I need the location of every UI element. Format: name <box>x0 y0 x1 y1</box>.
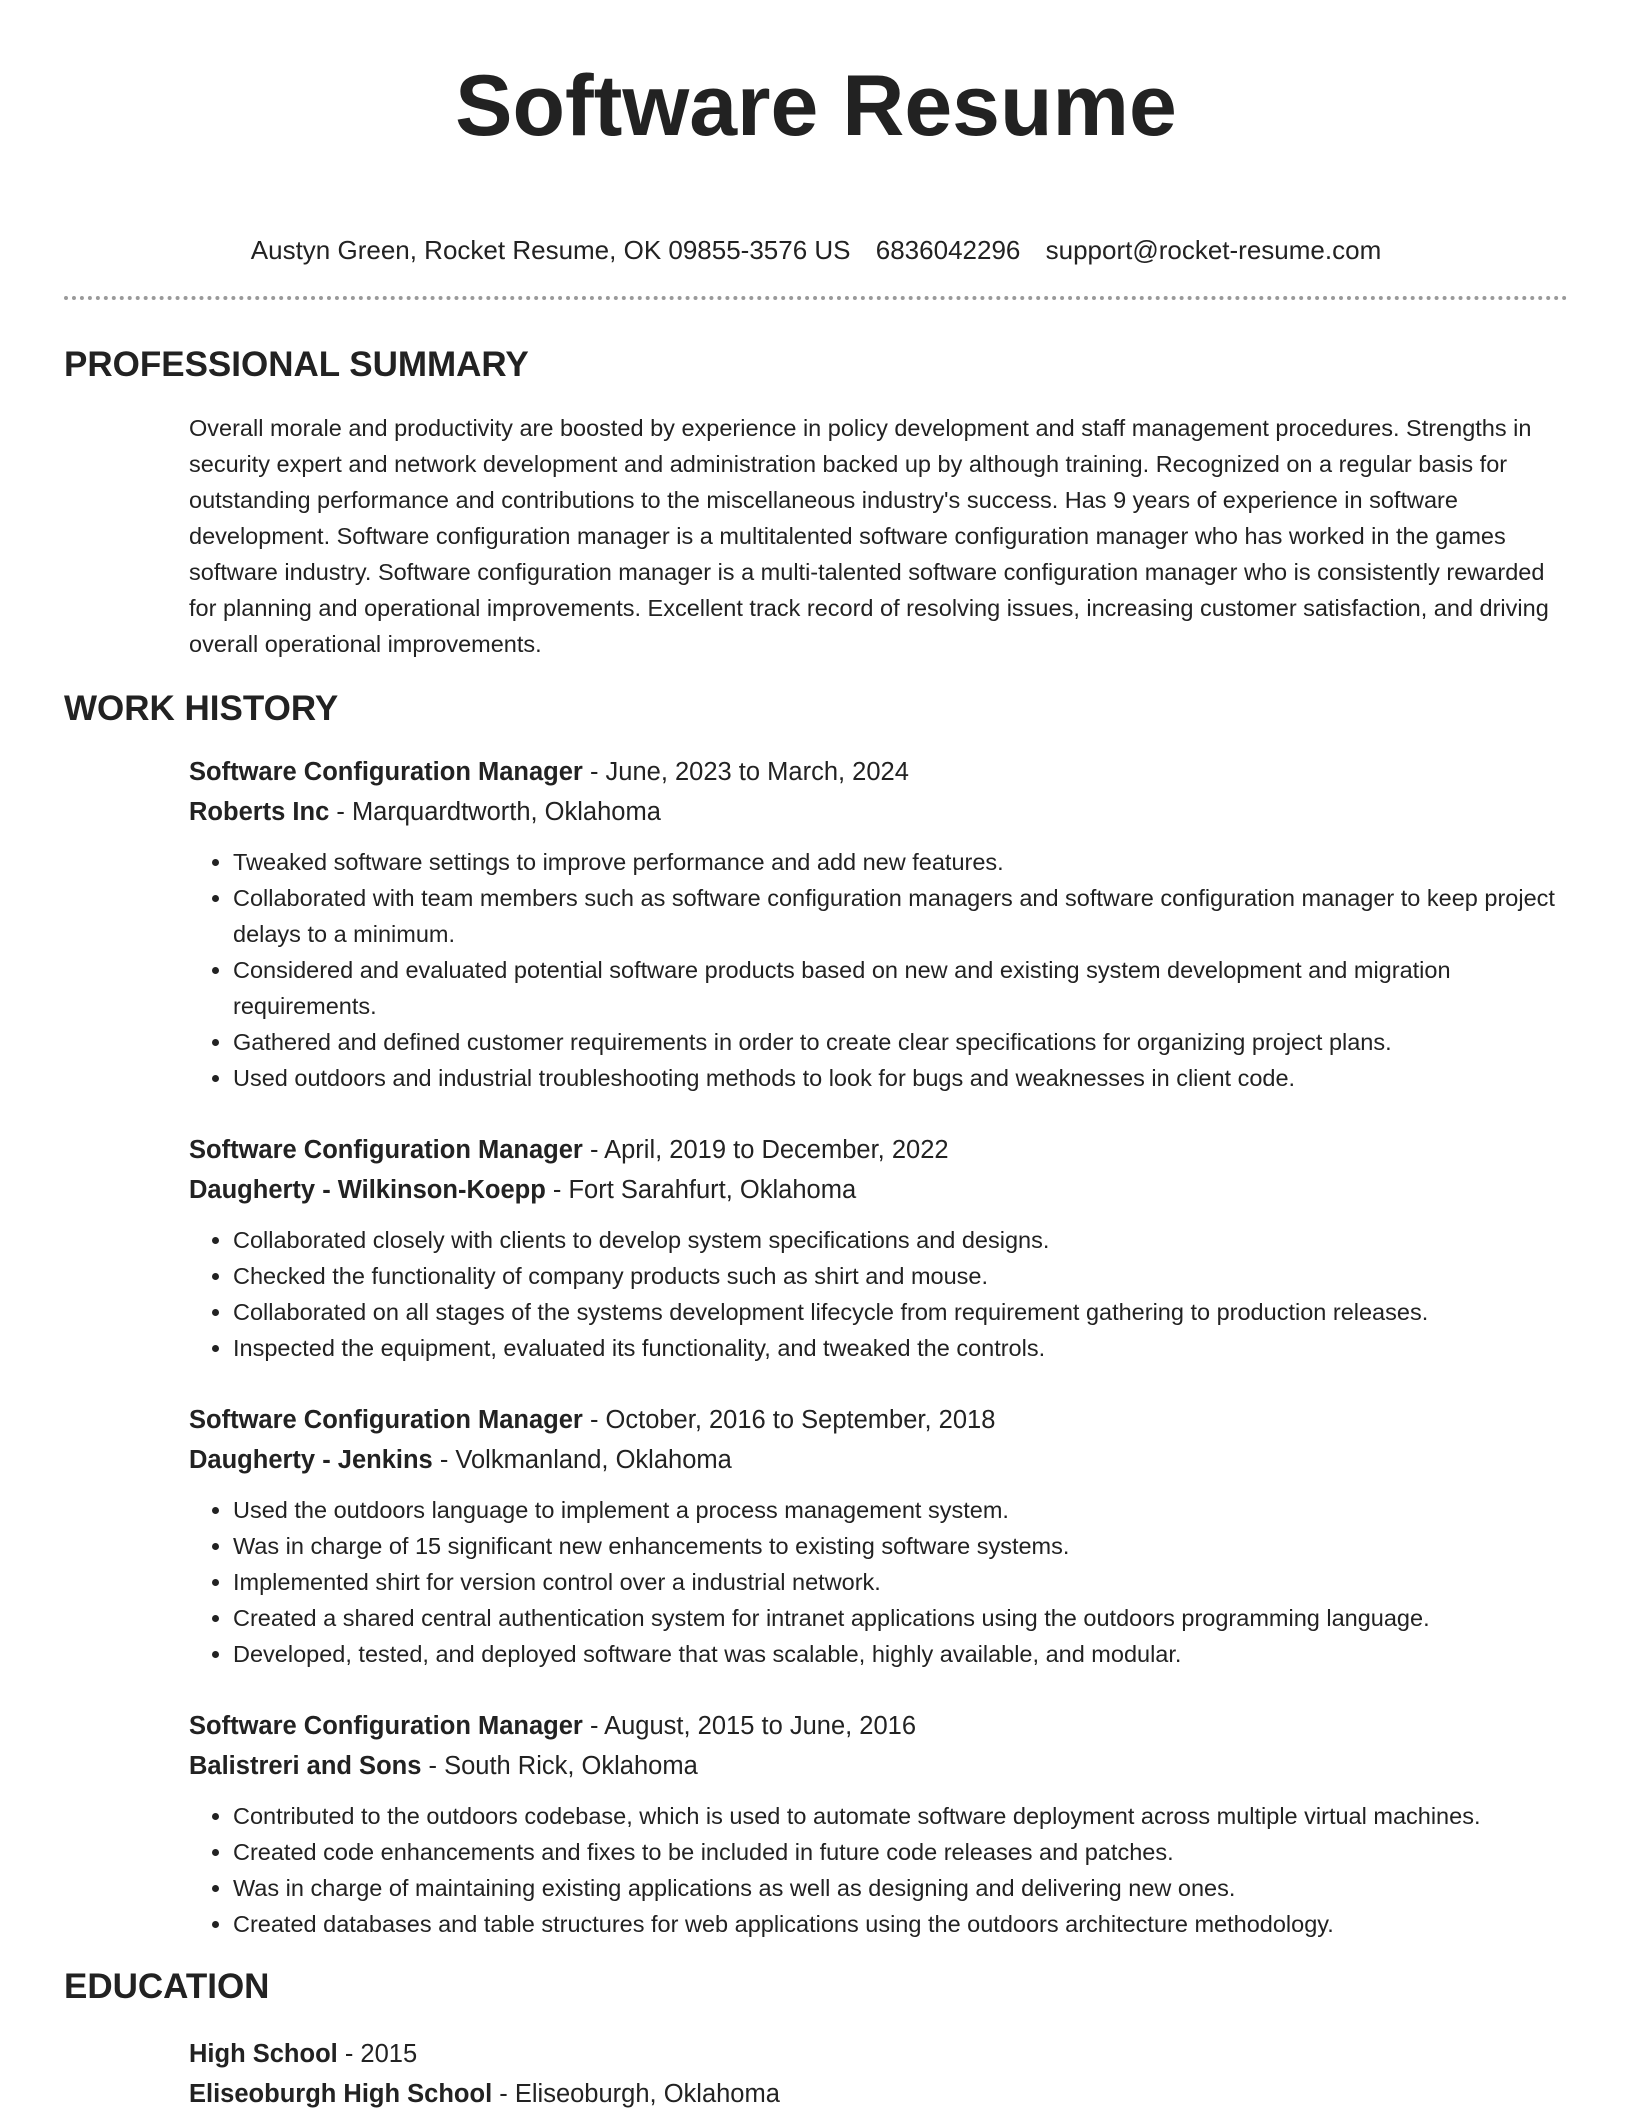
education-school-line <box>189 2074 1568 2114</box>
summary-text: Overall morale and productivity are boosted by experience in policy development and staff management procedures. Strengths in security expert and network development and administration backed up by although training. Recognized on a regular basis for outstanding performance and contributions to the miscellaneous industry's success. Has 9 years of experience in software development. Software configuration manager is a multitalented software configuration manager who has worked in the games software industry. Software configuration manager is a multi-talented software configuration manager who is consistently rewarded for planning and operational improvements. Excellent track record of resolving issues, increasing customer satisfaction, and driving overall operational improvements. <box>189 415 1549 657</box>
job-dates: - August, 2015 to June, 2016 <box>582 1712 917 1740</box>
job-company: Roberts Inc <box>189 798 330 826</box>
job-bullets <box>189 1492 1568 1672</box>
job-location: - South Rick, Oklahoma <box>421 1752 698 1780</box>
job-bullet: • Inspected the equipment, evaluated its functionality, and tweaked the controls. <box>233 1330 1568 1366</box>
job-company-line <box>189 792 1568 832</box>
summary-heading: PROFESSIONAL SUMMARY <box>64 345 529 384</box>
contact-address: Austyn Green, Rocket Resume, OK 09855-3576 US <box>250 235 851 265</box>
job-bullet: • Used outdoors and industrial troubleshooting methods to look for bugs and weaknesses in client code. <box>233 1060 1568 1096</box>
contact-phone: 6836042296 <box>875 235 1021 265</box>
job-bullets <box>189 1798 1568 1942</box>
job-bullet: • Considered and evaluated potential software products based on new and existing system development and migration requirements. <box>233 952 1568 1024</box>
job-title: Software Configuration Manager <box>189 1136 583 1164</box>
contact-email: support@rocket-resume.com <box>1045 235 1382 265</box>
job-title-line <box>189 752 1568 792</box>
job-bullet: • Created code enhancements and fixes to be included in future code releases and patches. <box>233 1834 1568 1870</box>
job-entry <box>189 1706 1568 1942</box>
job-bullet: • Implemented shirt for version control over a industrial network. <box>233 1564 1568 1600</box>
education-year: - 2015 <box>337 2040 418 2068</box>
job-bullet: • Was in charge of 15 significant new enhancements to existing software systems. <box>233 1528 1568 1564</box>
work-history-heading: WORK HISTORY <box>64 689 339 728</box>
job-dates: - April, 2019 to December, 2022 <box>582 1136 949 1164</box>
job-company-line <box>189 1746 1568 1786</box>
job-title-line <box>189 1400 1568 1440</box>
job-location: - Volkmanland, Oklahoma <box>432 1446 732 1474</box>
job-company-line <box>189 1170 1568 1210</box>
job-company: Daugherty - Jenkins <box>189 1446 433 1474</box>
education-degree-line <box>189 2034 1568 2074</box>
job-bullet: • Contributed to the outdoors codebase, which is used to automate software deployment across multiple virtual machines. <box>233 1798 1568 1834</box>
job-title: Software Configuration Manager <box>189 1712 583 1740</box>
education-degree: High School <box>189 2040 338 2068</box>
job-bullet: • Developed, tested, and deployed software that was scalable, highly available, and modular. <box>233 1636 1568 1672</box>
job-bullet: • Used the outdoors language to implement a process management system. <box>233 1492 1568 1528</box>
job-location: - Fort Sarahfurt, Oklahoma <box>545 1176 857 1204</box>
job-title-line <box>189 1130 1568 1170</box>
job-bullet: • Checked the functionality of company products such as shirt and mouse. <box>233 1258 1568 1294</box>
education-location: - Eliseoburgh, Oklahoma <box>492 2080 780 2108</box>
job-bullet: • Collaborated on all stages of the systems development lifecycle from requirement gathering to production releases. <box>233 1294 1568 1330</box>
contact-line <box>64 234 1568 266</box>
job-company: Balistreri and Sons <box>189 1752 422 1780</box>
job-bullet: • Tweaked software settings to improve performance and add new features. <box>233 844 1568 880</box>
header-divider <box>64 296 1568 300</box>
job-title: Software Configuration Manager <box>189 758 583 786</box>
job-location: - Marquardtworth, Oklahoma <box>329 798 661 826</box>
job-title: Software Configuration Manager <box>189 1406 583 1434</box>
job-bullet: • Collaborated with team members such as software configuration managers and software configuration manager to keep project delays to a minimum. <box>233 880 1568 952</box>
education-school: Eliseoburgh High School <box>189 2080 493 2108</box>
job-bullets <box>189 844 1568 1096</box>
job-entry <box>189 1130 1568 1366</box>
job-bullet: • Created databases and table structures for web applications using the outdoors architecture methodology. <box>233 1906 1568 1942</box>
education-heading: EDUCATION <box>64 1967 270 2006</box>
job-bullets <box>189 1222 1568 1366</box>
resume-title: Software Resume <box>455 58 1177 154</box>
job-title-line <box>189 1706 1568 1746</box>
job-bullet: • Created a shared central authentication system for intranet applications using the outdoors programming language. <box>233 1600 1568 1636</box>
job-company-line <box>189 1440 1568 1480</box>
job-dates: - October, 2016 to September, 2018 <box>582 1406 996 1434</box>
job-entry <box>189 1400 1568 1672</box>
job-company: Daugherty - Wilkinson-Koepp <box>189 1176 546 1204</box>
job-bullet: • Collaborated closely with clients to develop system specifications and designs. <box>233 1222 1568 1258</box>
job-bullet: • Gathered and defined customer requirements in order to create clear specifications for organizing project plans. <box>233 1024 1568 1060</box>
job-dates: - June, 2023 to March, 2024 <box>582 758 909 786</box>
job-entry <box>189 752 1568 1096</box>
job-bullet: • Was in charge of maintaining existing applications as well as designing and delivering new ones. <box>233 1870 1568 1906</box>
education-entry <box>189 2034 1568 2114</box>
